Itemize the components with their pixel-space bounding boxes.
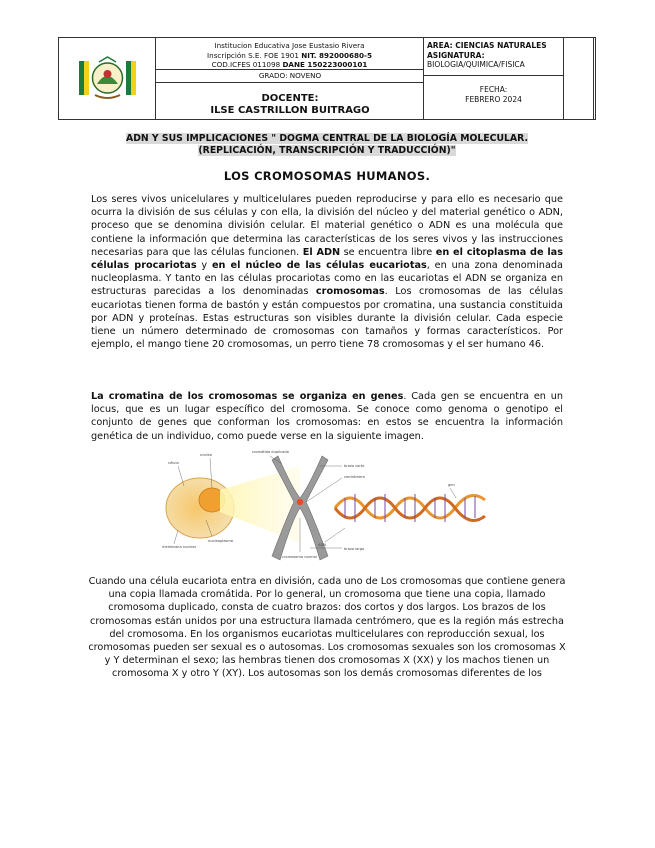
label-gene: gen <box>448 483 455 487</box>
date-label: FECHA: <box>479 85 508 94</box>
paragraph-3: Cuando una célula eucariota entra en división, cada uno de Los cromosomas que contiene genera una copia llamada cromátida. Por lo general, un cromosoma que tiene una copia, llamado cromosoma duplicado, consta de cuatro brazos: dos cortos y dos largos. Los brazos de los cromosomas están unidos por una estructura llamada centrómero, que es la región más estrecha del cromosoma. En los organismos eucariotas multicelulares con reproducción sexual, los cromosomas pueden ser sexual es o autosomas. Los cromosomas sexuales son los cromosomas X y Y determinan el sexo; las hembras tienen dos cromosomas X (XX) y los machos tienen un cromosoma X y otro Y (XY). Los autosomas son los demás cromosomas diferentes de los <box>88 576 566 680</box>
title-line-1: ADN Y SUS IMPLICACIONES " DOGMA CENTRAL DE LA BIOLOGÍA MOLECULAR. <box>126 133 528 144</box>
chromosome-figure <box>160 448 495 568</box>
chromosome-illustration <box>160 448 495 568</box>
title-line-2: (REPLICACIÓN, TRANSCRIPCIÓN Y TRADUCCIÓN)" <box>198 145 456 156</box>
section-heading: LOS CROMOSOMAS HUMANOS. <box>223 169 431 183</box>
school-crest-icon <box>59 38 156 119</box>
dna-helix-shape <box>335 494 485 522</box>
label-normal-chromosome: cromosoma normal <box>282 555 317 559</box>
paragraph-1: Los seres vivos unicelulares y multicelulares pueden reproducirse y para ello es necesario que ocurra la división de sus células y con ella, la división del núcleo y del material genético o ADN, proceso que se denomina división celular. El material genético o ADN es una molécula que contiene la información que determina las características de los seres vivos y las instrucciones necesarias para que las células funcionen. El ADN se encuentra libre en el citoplasma de las células procariotas y en el núcleo de las células eucariotas, en una zona denominada nucleoplasma. Y tanto en las células procariotas como en las eucariotas el ADN se organiza en estructuras parecidas a los denominadas cromosomas. Los cromosomas de las células eucariotas tienen forma de bastón y están compuestos por cromatina, una sustancia constituida por ADN y proteínas. Estas estructuras son visibles durante la división celular. Cada especie tiene un número determinado de cromosomas con tamaños y formas característicos. Por ejemplo, el mango tiene 20 cromosomas, un perro tiene 78 cromosomas y el ser humano 46. <box>91 194 563 351</box>
paragraph-2: La cromatina de los cromosomas se organiza en genes. Cada gen se encuentra en un locus, que es un lugar específico del cromosoma. Se conoce como genoma o genotipo el conjunto de genes que conforman los cromosomas: en estos se encuentra la información genética de un individuo, como puede verse en la siguiente imagen. <box>91 391 563 442</box>
date-value: FEBRERO 2024 <box>465 94 522 104</box>
document-title <box>58 133 596 157</box>
area-cell <box>424 38 594 119</box>
subject-label: ASIGNATURA: <box>427 50 485 60</box>
teacher-name: ILSE CASTRILLON BUITRAGO <box>210 105 370 116</box>
label-cell-membrane: membrana nuclear <box>162 545 197 549</box>
label-centromere: centrómero <box>344 475 365 479</box>
label-long-arm: brazo largo <box>344 547 365 551</box>
centromere-mark <box>297 499 303 505</box>
institution-cell <box>156 38 424 119</box>
label-nucleoplasm: nucleoplasma <box>208 539 233 543</box>
inscription-line: Inscripción S.E. FOE 1901 NIT. 892000680-5 <box>207 50 372 60</box>
label-dna: ADN <box>318 543 326 547</box>
school-logo-cell <box>59 38 156 119</box>
grade-label: GRADO: NOVENO <box>258 71 322 80</box>
area-label: AREA: CIENCIAS NATURALES <box>427 41 547 50</box>
label-chromatid: cromátida duplicada <box>252 450 289 454</box>
label-nucleus: núcleo <box>200 453 212 457</box>
subject-value: BIOLOGIA/QUIMICA/FISICA <box>427 60 525 69</box>
label-short-arm: brazo corto <box>344 464 365 468</box>
codes-line: COD.ICFES 011098 DANE 150223000101 <box>211 60 368 69</box>
institution-name: Institucion Educativa Jose Eustasio Rivera <box>214 41 365 50</box>
teacher-label: DOCENTE: <box>261 93 319 104</box>
document-header <box>58 37 596 120</box>
label-cell: célula <box>168 461 179 465</box>
